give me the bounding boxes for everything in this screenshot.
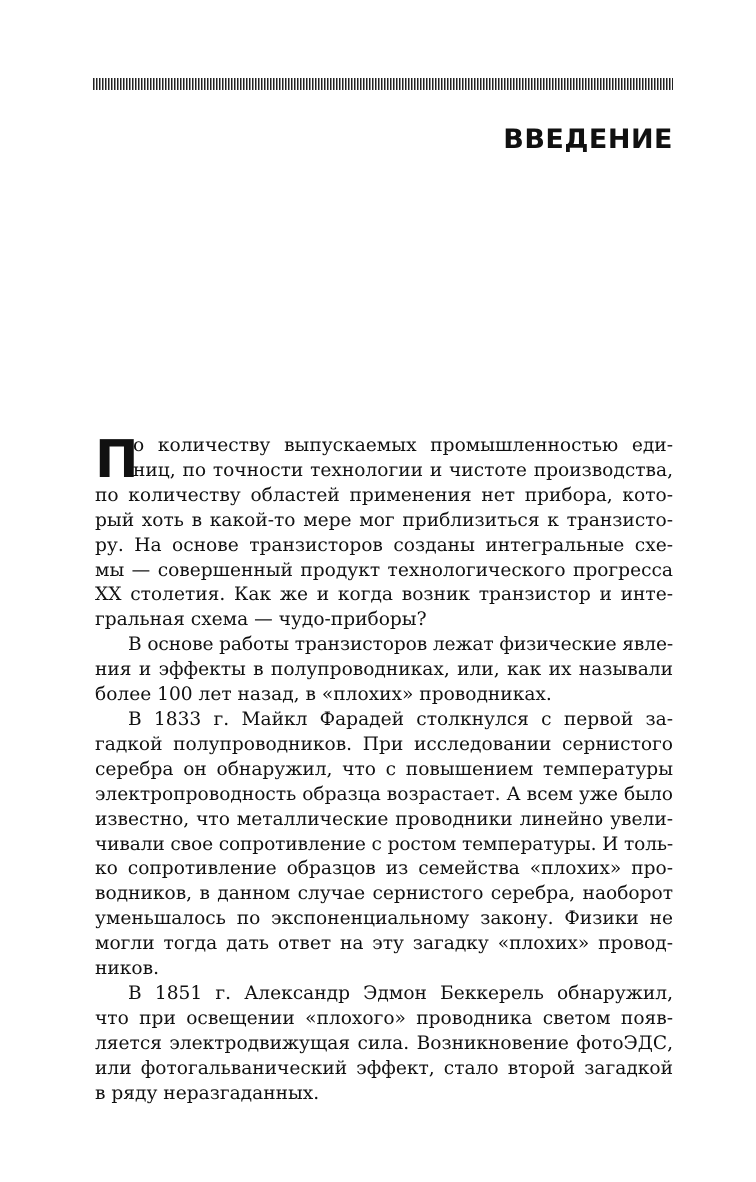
text-line: ния и эффекты в полупроводниках, или, как их называли	[95, 659, 673, 681]
text-line: уменьшалось по экспоненциальному закону. Физики не	[95, 908, 673, 930]
text-line: или фотогальванический эффект, стало второй загадкой	[95, 1057, 673, 1079]
chapter-title: ВВЕДЕНИЕ	[503, 124, 673, 155]
drop-cap: П	[95, 430, 139, 490]
text-line: В 1851 г. Александр Эдмон Беккерель обнаружил,	[128, 982, 673, 1004]
text-line: что при освещении «плохого» проводника светом появ-	[95, 1007, 673, 1029]
text-line: гральная схема — чудо-приборы?	[95, 609, 427, 631]
text-line: могли тогда дать ответ на эту загадку «плохих» провод-	[95, 933, 673, 955]
text-line: мы — совершенный продукт технологического прогресса	[95, 559, 673, 581]
text-line: водников, в данном случае сернистого серебра, наоборот	[95, 883, 673, 905]
text-line: о количеству выпускаемых промышленностью еди-	[133, 435, 673, 456]
text-line: В 1833 г. Майкл Фарадей столкнулся с первой за-	[128, 708, 673, 730]
text-line: ниц, по точности технологии и чистоте производства,	[133, 459, 673, 481]
text-line: в ряду неразгаданных.	[95, 1082, 320, 1104]
text-line: по количеству областей применения нет прибора, кото-	[95, 484, 673, 506]
text-line: более 100 лет назад, в «плохих» проводниках.	[95, 684, 552, 706]
text-line: ляется электродвижущая сила. Возникновение фотоЭДС,	[95, 1032, 673, 1054]
text-line: серебра он обнаружил, что с повышением температуры	[95, 758, 673, 780]
text-line: ру. На основе транзисторов созданы интегральные схе-	[95, 534, 673, 556]
text-line: ников.	[95, 958, 159, 980]
text-line: XX столетия. Как же и когда возник транзистор и инте-	[95, 584, 673, 606]
body-text	[95, 430, 674, 1106]
header-rule	[93, 78, 673, 90]
text-line: чивали свое сопротивление с ростом температуры. И толь-	[95, 833, 673, 855]
text-line: В основе работы транзисторов лежат физические явле-	[128, 634, 674, 656]
text-line: гадкой полупроводников. При исследовании сернистого	[95, 733, 673, 755]
text-line: известно, что металлические проводники линейно увели-	[95, 808, 673, 830]
text-line: рый хоть в какой-то мере мог приблизиться к транзисто-	[95, 509, 673, 531]
text-line: ко сопротивление образцов из семейства «плохих» про-	[95, 858, 673, 880]
text-line: электропроводность образца возрастает. А всем уже было	[95, 783, 673, 805]
